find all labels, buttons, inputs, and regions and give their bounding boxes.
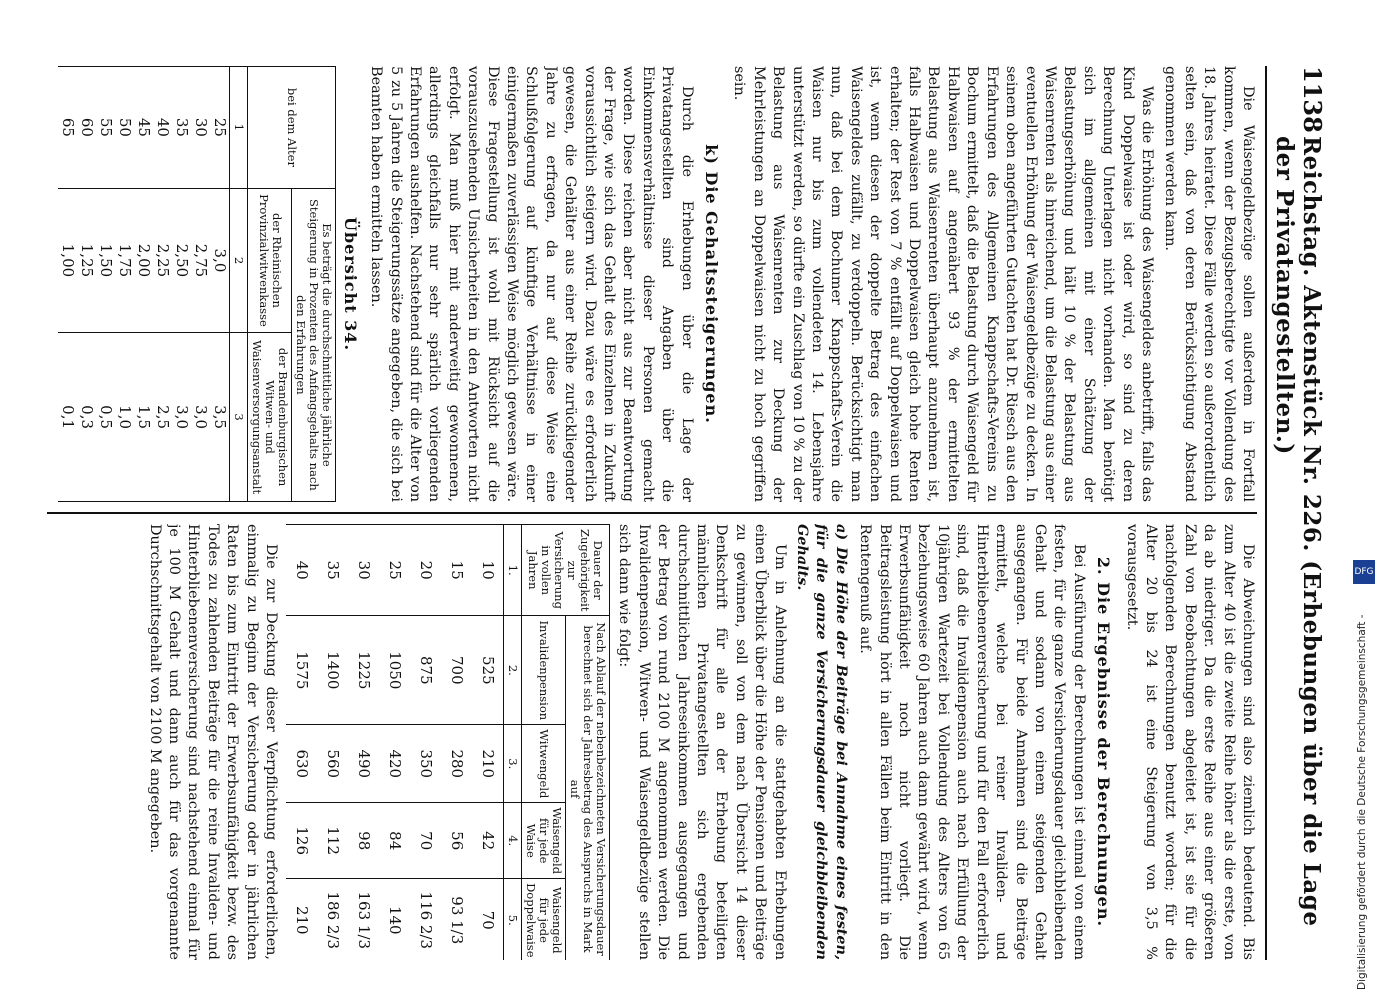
sidenote-text: Digitalisierung gefördert durch die Deutsche Forschungsgemeinschaft - — [1356, 614, 1368, 990]
table-cell: 2,00 — [134, 188, 153, 332]
table-cell: 50 — [115, 67, 134, 189]
table-cell: 35 — [317, 524, 348, 616]
table-cell: 490 — [348, 725, 379, 803]
table-cell: 525 — [472, 616, 504, 725]
table-cell: 1,75 — [115, 188, 134, 332]
section-heading: 2. Die Ergebnisse der Berechnungen. — [1094, 556, 1114, 928]
table-row — [472, 524, 504, 960]
table-cell: 1400 — [317, 616, 348, 725]
table-cell: 98 — [348, 803, 379, 879]
table-cell: 350 — [410, 725, 441, 803]
column-number: 1 — [230, 67, 248, 189]
table-cell: 2,5 — [153, 333, 172, 502]
paragraph: Die zur Deckung dieser Verpflichtung erforderlichen, einmalig zu Beginn der Versicherung oder in jährlichen Raten bis zum Eintritt der Erwerbsunfähigkeit bezw. des Todes zu zahlenden Beiträge für die reine Invaliden- und Hinterbliebenenversicherung sind nachstehend einmal für je 100 M Gehalt und dann auch für das vorgenannte Durchschnittsgehalt von 2100 M angegeben. — [146, 523, 279, 960]
table-cell: 70 — [410, 803, 441, 879]
table-cell: 15 — [441, 524, 472, 616]
table-cell: 3,0 — [191, 333, 210, 502]
subsection-heading: a) Die Höhe der Beiträge bei Annahme eines festen, für die ganze Versicherungsdauer gleichbleibenden Gehalts. — [794, 523, 850, 960]
section-heading: k) Die Gehaltssteigerungen. — [702, 144, 722, 424]
table-cell: 140 — [379, 879, 410, 960]
table-cell: 1,50 — [96, 188, 115, 332]
table-row — [441, 524, 472, 960]
table-cell: 55 — [96, 67, 115, 189]
table-overview-34 — [58, 66, 336, 502]
left-column — [47, 66, 1257, 502]
column-number: 3 — [230, 333, 248, 502]
table-row — [172, 67, 191, 502]
dfg-logo: DFG — [1353, 560, 1375, 584]
table-cell: 1,0 — [115, 333, 134, 502]
table-cell: 3,5 — [210, 333, 230, 502]
page-title: Reichstag. Aktenstück Nr. 226. (Erhebungen über die Lage der Privatangestellten.) — [1271, 136, 1325, 927]
table-cell: 25 — [379, 524, 410, 616]
table-row — [410, 524, 441, 960]
column-header: Es beträgt die durchschnittliche jährliche Steigerung in Prozenten des Anfangsgehalts nach den Erfahrungen — [292, 188, 336, 501]
table-cell: 875 — [410, 616, 441, 725]
table-cell: 10 — [472, 524, 504, 616]
column-header: Nach Ablauf der nebenbezeichneten Versicherungsdauer berechnet sich der Jahresbetrag des Anspruchs in Mark auf — [566, 616, 610, 960]
paragraph: Was die Erhöhung des Waisengeldes anbetrifft, falls das Kind Doppelwaise ist oder wird, so sind zu deren Berechnung Unterlagen nicht vorhanden. Man benötigt sich im allgemeinen mit einer Schätzung der Belastungserhöhung und hält 10 % der Belastung aus Waisenrenten als hinreichend, um die Belastung aus einer eventuellen Erhöhung der Waisengeldbezüge zu decken. In seinem oben angeführten Gutachten hat Dr. Riesch aus den Erfahrungen des Allgemeinen Knappschafts-Vereins zu Bochum ermittelt, daß die Belastung durch Waisengeld für Halbwaisen auf angenähert 93 % der ermittelten Belastung aus Waisenrenten überhaupt anzunehmen ist, falls Halbwaisen und Doppelwaisen gleich hohe Renten erhalten; der Rest von 7 % entfällt auf Doppelwaisen und ist, wenn diesen der doppelte Betrag des einfachen Waisengeldes zufällt, zu verdoppeln. Berücksichtigt man nun, daß bei dem Bochumer Knappschafts-Verein die Waisen nur bis zum vollendeten 14. Lebensjahre unterstützt werden, so dürfte ein Zuschlag von 10 % zu der Belastung aus Waisenrenten zur Deckung der Mehrleistungen an Doppelwaisen nicht zu hoch gegriffen sein. — [731, 66, 1155, 503]
column-number: 2. — [504, 616, 522, 725]
table-cell: 60 — [77, 67, 96, 189]
table-row — [77, 67, 96, 502]
right-column — [47, 524, 1257, 960]
table-cell: 420 — [379, 725, 410, 803]
table-cell: 630 — [286, 725, 317, 803]
table-row — [96, 67, 115, 502]
table-row — [348, 524, 379, 960]
table-row — [379, 524, 410, 960]
column-header: Invalidenpension — [522, 616, 566, 725]
table-cell: 45 — [134, 67, 153, 189]
table-cell: 40 — [153, 67, 172, 189]
paragraph: Die Waisengeldbezüge sollen außerdem in Fortfall kommen, wenn der Bezugsberechtigte vor Vollendung des 18. Jahres heiratet. Diese Fälle werden so außerordentlich selten sein, daß von deren Berücksichtigung Abstand genommen werden kann. — [1162, 66, 1256, 503]
digitization-sidenote — [1352, 560, 1376, 990]
column-header: der Brandenburgischen Witwen- und Waisenversorgungsanstalt — [248, 333, 292, 502]
table-row — [115, 67, 134, 502]
column-header: bei dem Alter — [248, 67, 336, 189]
table-cell: 280 — [441, 725, 472, 803]
table-cell: 30 — [348, 524, 379, 616]
table-cell: 56 — [441, 803, 472, 879]
paragraph: Durch die Erhebungen über die Lage der Privatangestellten sind Angaben über die Einkommensverhältnisse dieser Personen gemacht worden. Diese reichen aber nicht aus zur Beantwortung der Frage, wie sich das Gehalt des Einzelnen in Zukunft voraussichtlich steigern wird. Dazu wäre es erforderlich gewesen, die Gehälter aus einer Reihe zurückliegender Jahre zu erfragen, da nur auf diese Weise eine Schlußfolgerung auf künftige Verhältnisse in einer einigermaßen zuverlässigen Weise möglich gewesen wäre. Diese Fragestellung ist wohl mit Rücksicht auf die vorauszusehenden Unsicherheiten in den Antworten nicht erfolgt. Man muß hier mit anderweitig gewonnenen, allerdings gleichfalls nur sehr spärlich vorliegenden Erfahrungen aushelfen. Nachstehend sind für die Alter von 5 zu 5 Jahren die Steigerungssätze angegeben, die sich bei Beamten haben ermitteln lassen. — [368, 66, 695, 503]
table-row — [210, 67, 230, 502]
table-cell: 700 — [441, 616, 472, 725]
page-header — [1265, 66, 1327, 960]
table-cell: 30 — [191, 67, 210, 189]
table-cell: 35 — [172, 67, 191, 189]
table-cell: 2,75 — [191, 188, 210, 332]
table-cell: 1,25 — [77, 188, 96, 332]
table-cell: 186 2/3 — [317, 879, 348, 960]
table-cell: 20 — [410, 524, 441, 616]
table-row — [191, 67, 210, 502]
table-cell: 3,0 — [172, 333, 191, 502]
column-header: Witwengeld — [522, 725, 566, 803]
table-cell: 163 1/3 — [348, 879, 379, 960]
table-cell: 2,25 — [153, 188, 172, 332]
column-header: Dauer der Zugehörigkeit zur Versicherung in vollen Jahren — [522, 524, 610, 616]
table-cell: 93 1/3 — [441, 879, 472, 960]
paragraph: Um in Anlehnung an die stattgehabten Erhebungen einen Überblick über die Höhe der Pensionen und Beiträge zu gewinnen, soll von dem nach Übersicht 14 dieser Denkschrift für alle an der Erhebung beteiligten männlichen Privatangestellten sich ergebenden durchschnittlichen Jahreseinkommen ausgegangen und der Betrag von rund 2100 M angenommen werden. Die Invalidenpension, Witwen- und Waisengeldbezüge stellen sich dann wie folgt: — [616, 523, 788, 960]
table-cell: 1050 — [379, 616, 410, 725]
table-row — [153, 67, 172, 502]
column-header: Waisengeld für jede Doppelwaise — [522, 879, 566, 960]
table-cell: 25 — [210, 67, 230, 189]
table-cell: 84 — [379, 803, 410, 879]
table-cell: 1225 — [348, 616, 379, 725]
table-caption: Übersicht 34. — [340, 217, 360, 352]
column-number: 2 — [230, 188, 248, 332]
column-number: 4. — [504, 803, 522, 879]
paragraph: Die Abweichungen sind also ziemlich bedeutend. Bis zum Alter 40 ist die zweite Reihe höher als die erste, von da ab niedriger. Da die erste Reihe aus einer größeren Zahl von Beobachtungen abgeleitet ist, ist sie für die nachfolgenden Berechnungen benutzt worden; für die Alter 20 bis 24 ist eine Steigerung von 3,5 % vorausgesetzt. — [1123, 523, 1256, 960]
table-cell: 1,5 — [134, 333, 153, 502]
table-cell: 126 — [286, 803, 317, 879]
table-row — [317, 524, 348, 960]
column-header: der Rheinischen Provinzialwitwenkasse — [248, 188, 292, 332]
table-cell: 2,50 — [172, 188, 191, 332]
table-pensions — [286, 524, 610, 960]
table-cell: 40 — [286, 524, 317, 616]
table-cell: 116 2/3 — [410, 879, 441, 960]
table-cell: 0,1 — [58, 333, 77, 502]
table-row — [58, 67, 77, 502]
table-cell: 70 — [472, 879, 504, 960]
paragraph: Bei Ausführung der Berechnungen ist einmal von einem festen, für die ganze Versicherungsdauer gleichbleibenden Gehalt und sodann von einem steigenden Gehalt ausgegangen. Für beide Annahmen sind die Beiträge ermittelt, welche bei reiner Invaliden- und Hinterbliebenenversicherung und für den Fall erforderlich sind, daß die Invalidenpension auch nach Erfüllung der 10jährigen Wartezeit bei Vollendung des Alters von 65 beziehungsweise 60 Jahren auch dann gewährt wird, wenn Erwerbsunfähigkeit noch nicht vorliegt. Die Beitragsleistung hört in allen Fällen beim Eintritt in den Rentengenuß auf. — [857, 523, 1087, 960]
table-cell: 65 — [58, 67, 77, 189]
table-cell: 0,3 — [77, 333, 96, 502]
column-header: Waisengeld für jede Waise — [522, 803, 566, 879]
column-divider — [47, 512, 1257, 514]
page-number: 1138 — [1298, 66, 1327, 133]
column-number: 1. — [504, 524, 522, 616]
column-number: 3. — [504, 725, 522, 803]
table-cell: 3,0 — [210, 188, 230, 332]
table-cell: 42 — [472, 803, 504, 879]
table-cell: 112 — [317, 803, 348, 879]
table-row — [134, 67, 153, 502]
table-cell: 210 — [286, 879, 317, 960]
table-cell: 1575 — [286, 616, 317, 725]
table-cell: 560 — [317, 725, 348, 803]
table-cell: 1,00 — [58, 188, 77, 332]
table-cell: 0,5 — [96, 333, 115, 502]
table-row — [286, 524, 317, 960]
table-cell: 210 — [472, 725, 504, 803]
column-number: 5. — [504, 879, 522, 960]
